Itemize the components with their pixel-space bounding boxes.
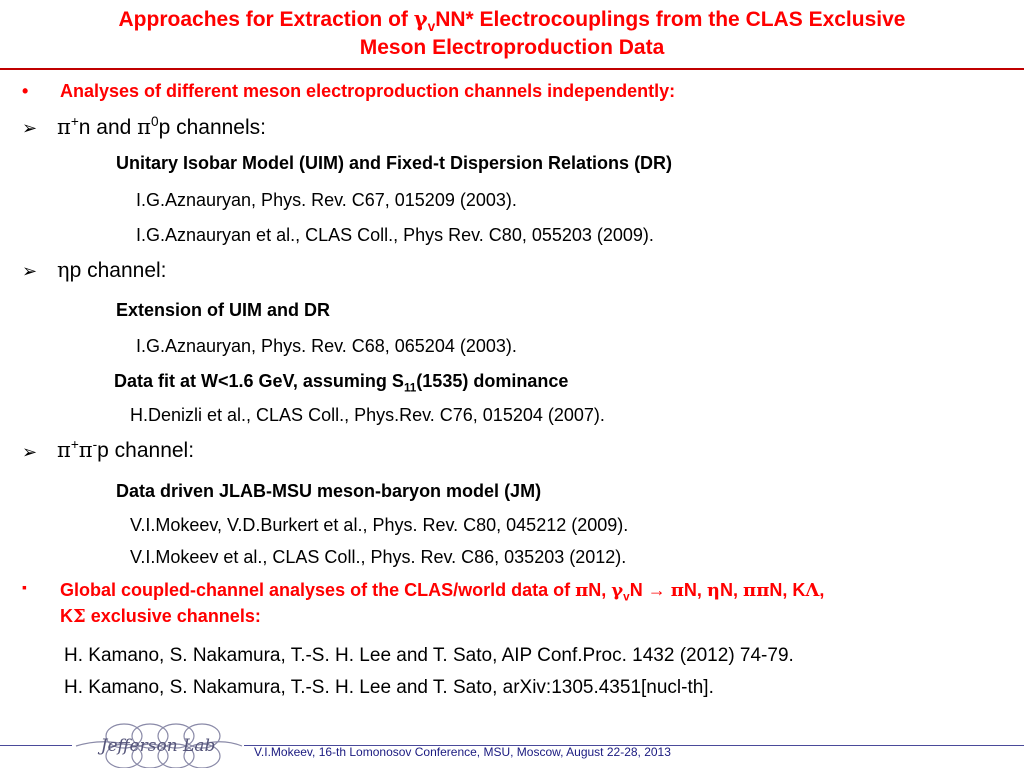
global-ref2: H. Kamano, S. Nakamura, T.-S. H. Lee and T. Sato, arXiv:1305.4351[nucl-th]. [64, 677, 714, 698]
jefferson-lab-logo [72, 718, 244, 768]
section1-text-a: n and [78, 116, 138, 139]
global-k: K [60, 606, 73, 626]
global-line2-text: exclusive channels: [85, 606, 261, 626]
global-text-line2 [60, 607, 261, 626]
minus-sup: - [92, 437, 98, 452]
footer-text: V.I.Mokeev, 16-th Lomonosov Conference, MSU, Moscow, August 22-28, 2013 [254, 745, 671, 759]
global-n4: N, [720, 580, 744, 600]
intro-text: Analyses of different meson electroproduction channels independently: [60, 81, 676, 101]
section1-text-b: p channels: [158, 116, 266, 139]
section3-arrow-icon: ➢ [22, 442, 38, 462]
page-title-line2: Meson Electroproduction Data [359, 36, 665, 59]
global-text-line1 [60, 580, 825, 604]
global-bullet-icon: ▪ [22, 579, 27, 595]
section2-ref1: I.G.Aznauryan, Phys. Rev. C68, 065204 (2003). [136, 336, 517, 356]
plus-sup: + [70, 114, 79, 129]
section3-ref2: V.I.Mokeev et al., CLAS Coll., Phys. Rev. C86, 035203 (2012). [130, 547, 627, 567]
section2-arrow-icon: ➢ [22, 261, 38, 281]
zero-sup: 0 [150, 114, 159, 129]
section2-model: Extension of UIM and DR [116, 300, 331, 320]
section3-heading [57, 437, 195, 462]
section2-fit [114, 371, 569, 395]
eta-symbol: η [57, 258, 70, 282]
section3-text: p channel: [97, 439, 195, 462]
global-ref1: H. Kamano, S. Nakamura, T.-S. H. Lee and T. Sato, AIP Conf.Proc. 1432 (2012) 74-79. [64, 645, 794, 666]
section2-ref2: H.Denizli et al., CLAS Coll., Phys.Rev. C76, 015204 (2007). [130, 405, 605, 425]
global-n3: N, [683, 580, 707, 600]
footer-rule-left [0, 745, 72, 746]
global-text-a: Global coupled-channel analyses of the CLAS/world data of [60, 580, 576, 600]
fit-text-b: (1535) dominance [416, 371, 569, 391]
fit-text-a: Data fit at W<1.6 GeV, assuming S [114, 371, 404, 391]
v-sub: v [623, 590, 630, 604]
title-divider [0, 68, 1024, 70]
title-text-a: Approaches for Extraction of [118, 8, 414, 31]
global-comma: , [819, 580, 825, 600]
global-n5: N, K [769, 580, 806, 600]
title-text-b: NN* Electrocouplings from the CLAS Exclusive [435, 8, 906, 31]
global-n1: N, [588, 580, 612, 600]
section1-arrow-icon: ➢ [22, 118, 38, 138]
pi-plus-symbol: π [57, 438, 71, 462]
page-title [0, 6, 1024, 35]
fit-sub: 11 [403, 381, 417, 395]
plus-sup: + [70, 437, 79, 452]
pi-symbol: π [575, 580, 589, 601]
sigma-symbol: Σ [73, 606, 86, 627]
section3-ref1: V.I.Mokeev, V.D.Burkert et al., Phys. Rev. C80, 045212 (2009). [130, 515, 629, 535]
section1-heading [57, 114, 266, 139]
pipi-symbol: ππ [743, 580, 770, 601]
pi-symbol: π [57, 115, 71, 139]
section1-ref1: I.G.Aznauryan, Phys. Rev. C67, 015209 (2003). [136, 190, 517, 210]
logo-text: Jefferson Lab [100, 736, 216, 756]
section1-model: Unitary Isobar Model (UIM) and Fixed-t Dispersion Relations (DR) [116, 153, 673, 173]
title-v-sub: v [427, 19, 436, 35]
gamma-symbol: γ [611, 580, 624, 601]
pi-symbol-2: π [670, 580, 684, 601]
section2-text: p channel: [69, 259, 167, 282]
eta-symbol: η [706, 580, 720, 601]
pi-symbol-2: π [137, 115, 151, 139]
intro-bullet: • [22, 81, 29, 101]
section2-heading [57, 260, 167, 281]
lambda-symbol: Λ [805, 580, 820, 601]
section3-model: Data driven JLAB-MSU meson-baryon model (JM) [116, 481, 542, 501]
title-gamma: γ [413, 6, 428, 31]
pi-minus-symbol: π [78, 438, 93, 462]
section1-ref2: I.G.Aznauryan et al., CLAS Coll., Phys Rev. C80, 055203 (2009). [136, 225, 654, 245]
global-n2: N → [629, 580, 671, 600]
